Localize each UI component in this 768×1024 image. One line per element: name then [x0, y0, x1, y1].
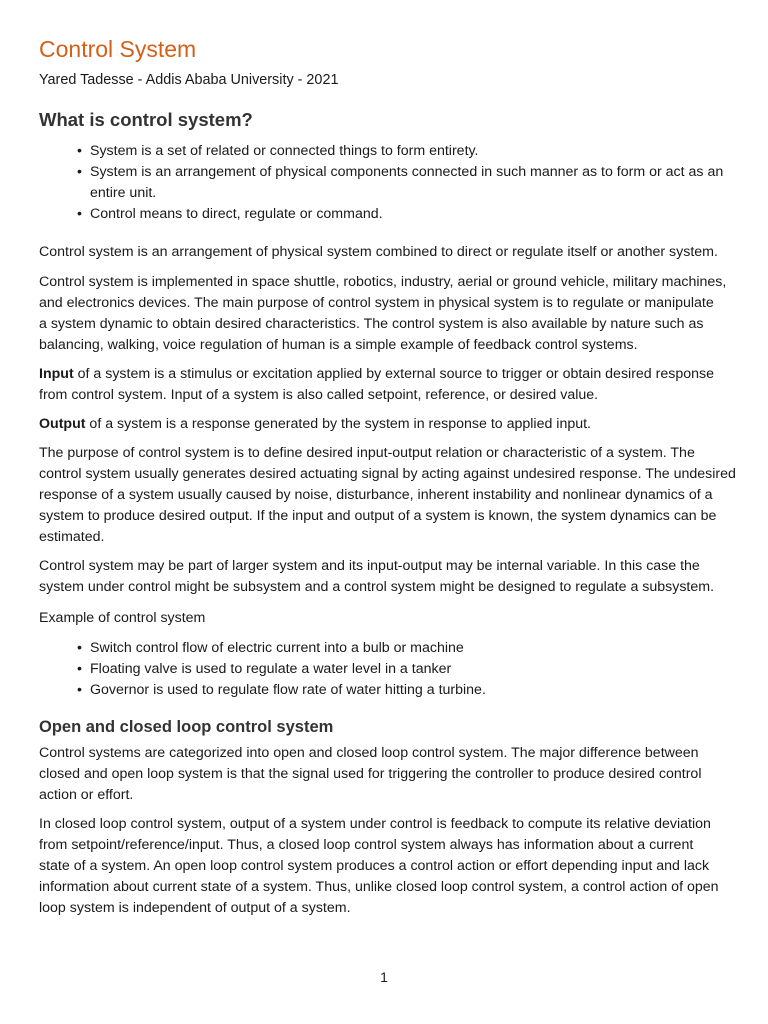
example-label: Example of control system [39, 610, 206, 626]
page-number: 1 [380, 969, 388, 985]
bullet-dot-icon: • [77, 640, 82, 656]
bold-term: Input [39, 366, 74, 382]
text-line: balancing, walking, voice regulation of human is a simple example of feedback control systems. [39, 337, 638, 353]
text-line: system under control might be subsystem and a control system might be designed to regulate a subsystem. [39, 579, 715, 595]
list-item [77, 638, 486, 659]
text-line: response of a system usually caused by noise, disturbance, inherent instability and nonlinear dynamics of a [39, 487, 713, 503]
text-line: estimated. [39, 529, 105, 545]
section-heading-open-closed-loop: Open and closed loop control system [39, 718, 334, 736]
text-line: entire unit. [90, 185, 157, 201]
text-line: Control system may be part of larger system and its input-output may be internal variable. In this case the [39, 558, 700, 574]
document-title: Control System [39, 36, 197, 62]
bullet-dot-icon: • [77, 143, 82, 159]
text-line: In closed loop control system, output of a system under control is feedback to compute its relative deviation [39, 816, 711, 832]
text-line: Switch control flow of electric current into a bulb or machine [90, 640, 464, 656]
paragraph-purpose [39, 443, 736, 548]
list-item [77, 680, 486, 701]
paragraph-closed-loop [39, 814, 719, 919]
text-line: state of a system. An open loop control system produces a control action or effort depending input and lack [39, 858, 710, 874]
author-byline: Yared Tadesse - Addis Ababa University - 2021 [39, 72, 339, 88]
paragraph-applications [39, 272, 726, 356]
text-line: closed and open loop system is that the signal used for triggering the controller to produce desired control [39, 766, 702, 782]
bullet-dot-icon: • [77, 206, 82, 222]
paragraph-definition [39, 242, 718, 263]
text-line: information about current state of a system. Thus, unlike closed loop control system, a control action of open [39, 879, 719, 895]
text-line: Control systems are categorized into open and closed loop control system. The major difference between [39, 745, 699, 761]
text-line: Control system is implemented in space shuttle, robotics, industry, aerial or ground vehicle, military machines, [39, 274, 727, 290]
list-item [77, 162, 723, 204]
paragraph-categories [39, 743, 701, 806]
list-item [77, 659, 486, 680]
list-item [77, 141, 723, 162]
bold-term: Output [39, 416, 86, 432]
text-line: and electronics devices. The main purpose of control system in physical system is to regulate or manipulate [39, 295, 714, 311]
text-line: control system usually generates desired actuating signal by acting against undesired response. The undesired [39, 466, 736, 482]
text-line: Control system is an arrangement of physical system combined to direct or regulate itself or another system. [39, 244, 718, 260]
text-line: System is a set of related or connected things to form entirety. [90, 143, 479, 159]
bullet-dot-icon: • [77, 164, 82, 180]
text-line: Governor is used to regulate flow rate of water hitting a turbine. [90, 682, 486, 698]
text-line: from setpoint/reference/input. Thus, a closed loop control system always has information about a current [39, 837, 694, 853]
section-heading-what-is-control-system: What is control system? [39, 109, 253, 130]
text-line: System is an arrangement of physical components connected in such manner as to form or act as an [90, 164, 724, 180]
paragraph-subsystem [39, 556, 714, 598]
definition-bullet-list [77, 141, 723, 225]
bullet-dot-icon: • [77, 661, 82, 677]
text-line: Floating valve is used to regulate a water level in a tanker [90, 661, 452, 677]
text-line: from control system. Input of a system is also called setpoint, reference, or desired value. [39, 387, 599, 403]
paragraph-input [39, 364, 714, 406]
text-line: a system dynamic to obtain desired characteristics. The control system is also available by nature such as [39, 316, 704, 332]
text-line: Input of a system is a stimulus or excitation applied by external source to trigger or obtain desired response [39, 366, 715, 382]
text-line: Control means to direct, regulate or command. [90, 206, 383, 222]
text-line: action or effort. [39, 787, 134, 803]
paragraph-output [39, 414, 591, 435]
example-bullet-list [77, 638, 486, 701]
text-line: Output of a system is a response generated by the system in response to applied input. [39, 416, 592, 432]
text-line: system to produce desired output. If the input and output of a system is known, the system dynamics can be [39, 508, 717, 524]
text-line: loop system is independent of output of a system. [39, 900, 351, 916]
bullet-dot-icon: • [77, 682, 82, 698]
list-item [77, 204, 723, 225]
text-line: The purpose of control system is to define desired input-output relation or characteristic of a system. The [39, 445, 695, 461]
